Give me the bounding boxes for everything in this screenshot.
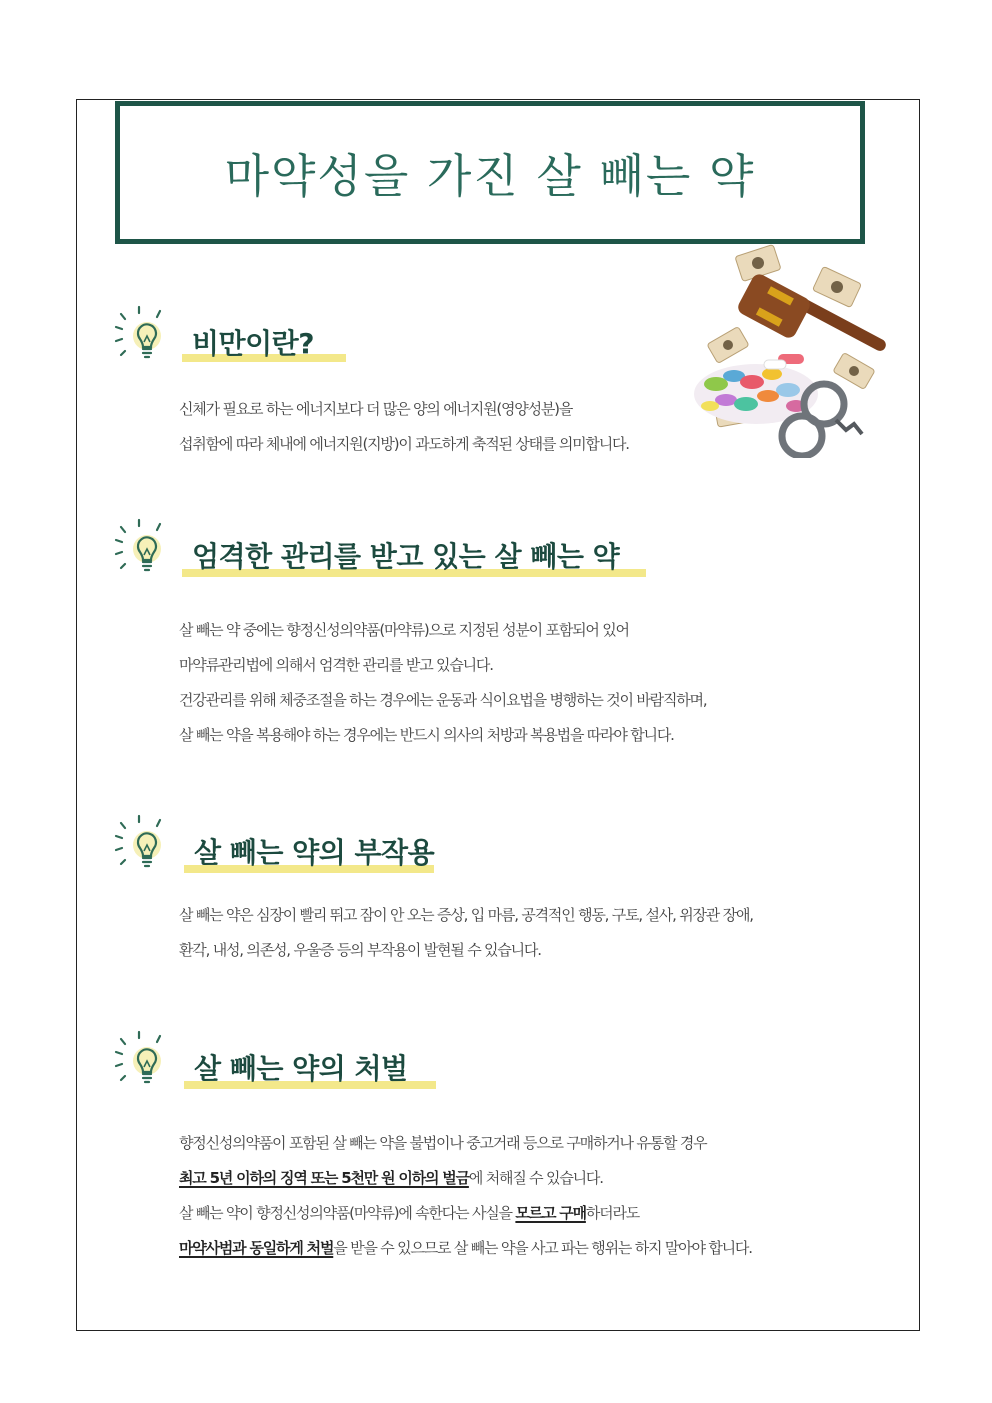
section-heading: 살 빼는 약의 부작용 [194, 836, 435, 869]
section-body [179, 1126, 752, 1266]
lightbulb-icon [113, 1030, 169, 1094]
body-line: 향정신성의약품이 포함된 살 빼는 약을 불법이나 중고거래 등으로 구매하거나 유통할 경우 [179, 1134, 707, 1152]
body-line: 살 빼는 약은 심장이 빨리 뛰고 잠이 안 오는 증상, 입 마름, 공격적인 행동, 구토, 설사, 위장관 장애, [179, 906, 753, 924]
body-line: 살 빼는 약을 복용해야 하는 경우에는 반드시 의사의 처방과 복용법을 따라야 합니다. [179, 726, 674, 744]
emphasis-unknowing-purchase: 모르고 구매 [515, 1204, 586, 1222]
emphasis-same-punishment: 마약사범과 동일하게 처벌 [179, 1239, 334, 1257]
body-fragment: 을 받을 수 있으므로 살 빼는 약을 사고 파는 행위는 하지 말아야 합니다. [333, 1239, 752, 1257]
body-line: 환각, 내성, 의존성, 우울증 등의 부작용이 발현될 수 있습니다. [179, 941, 541, 959]
body-line [179, 1196, 752, 1231]
heading-punishment-wrap [184, 1045, 436, 1089]
lightbulb-icon [113, 814, 169, 878]
body-fragment: 하더라도 [585, 1204, 640, 1222]
heading-strict-wrap [182, 533, 646, 577]
section-body [179, 392, 629, 462]
body-line: 신체가 필요로 하는 에너지보다 더 많은 양의 에너지원(영양성분)을 [179, 400, 573, 418]
body-line [179, 1231, 752, 1266]
section-body [179, 613, 706, 753]
lightbulb-icon [113, 518, 169, 582]
section-heading: 엄격한 관리를 받고 있는 살 빼는 약 [192, 540, 620, 573]
heading-obesity-wrap [182, 320, 346, 364]
body-fragment: 살 빼는 약이 향정신성의약품(마약류)에 속한다는 사실을 [179, 1204, 516, 1222]
page-title: 마약성을 가진 살 빼는 약 [224, 148, 756, 203]
section-heading: 살 빼는 약의 처벌 [194, 1052, 408, 1085]
emphasis-penalty: 최고 5년 이하의 징역 또는 5천만 원 이하의 벌금 [179, 1169, 469, 1187]
lightbulb-icon [113, 305, 169, 369]
gavel-pills-handcuffs-illustration [686, 244, 892, 458]
body-line: 섭취함에 따라 체내에 에너지원(지방)이 과도하게 축적된 상태를 의미합니다. [179, 435, 629, 453]
title-box [115, 101, 865, 244]
body-line: 건강관리를 위해 체중조절을 하는 경우에는 운동과 식이요법을 병행하는 것이 바람직하며, [179, 691, 707, 709]
section-heading: 비만이란? [192, 327, 314, 360]
section-body [179, 898, 753, 968]
body-line [179, 1161, 752, 1196]
body-fragment: 에 처해질 수 있습니다. [468, 1169, 603, 1187]
heading-side-effects-wrap [184, 829, 434, 873]
body-line: 살 빼는 약 중에는 향정신성의약품(마약류)으로 지정된 성분이 포함되어 있어 [179, 621, 629, 639]
body-line: 마약류관리법에 의해서 엄격한 관리를 받고 있습니다. [179, 656, 493, 674]
